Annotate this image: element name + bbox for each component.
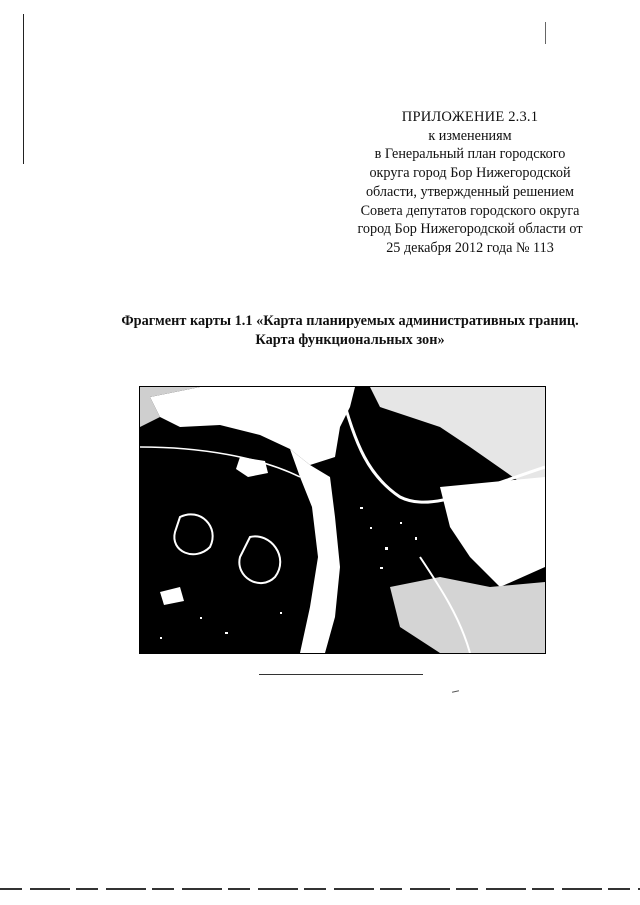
- map-fragment-image: [139, 386, 546, 654]
- appendix-line: к изменениям: [428, 127, 512, 144]
- appendix-heading: ПРИЛОЖЕНИЕ 2.3.1: [401, 109, 539, 125]
- map-illustration: [140, 387, 545, 653]
- appendix-line: округа город Бор Нижегородской: [369, 165, 571, 182]
- closing-rule: [259, 674, 423, 675]
- scan-speck: [452, 690, 459, 692]
- appendix-line: Совета депутатов городского округа: [360, 202, 580, 219]
- fragment-title-line: Фрагмент карты 1.1 «Карта планируемых административных границ.: [121, 313, 579, 329]
- appendix-block: [330, 108, 610, 258]
- scan-edge-mark: [23, 14, 24, 164]
- fragment-title-line: Карта функциональных зон»: [255, 332, 445, 348]
- scan-bottom-border: [0, 888, 640, 890]
- appendix-line: город Бор Нижегородской области от: [357, 221, 583, 238]
- fragment-title: [60, 312, 640, 350]
- appendix-line: области, утвержденный решением: [365, 183, 575, 200]
- appendix-line: в Генеральный план городского: [374, 146, 566, 163]
- appendix-line: 25 декабря 2012 года № 113: [386, 239, 554, 256]
- scan-edge-mark: [545, 22, 546, 44]
